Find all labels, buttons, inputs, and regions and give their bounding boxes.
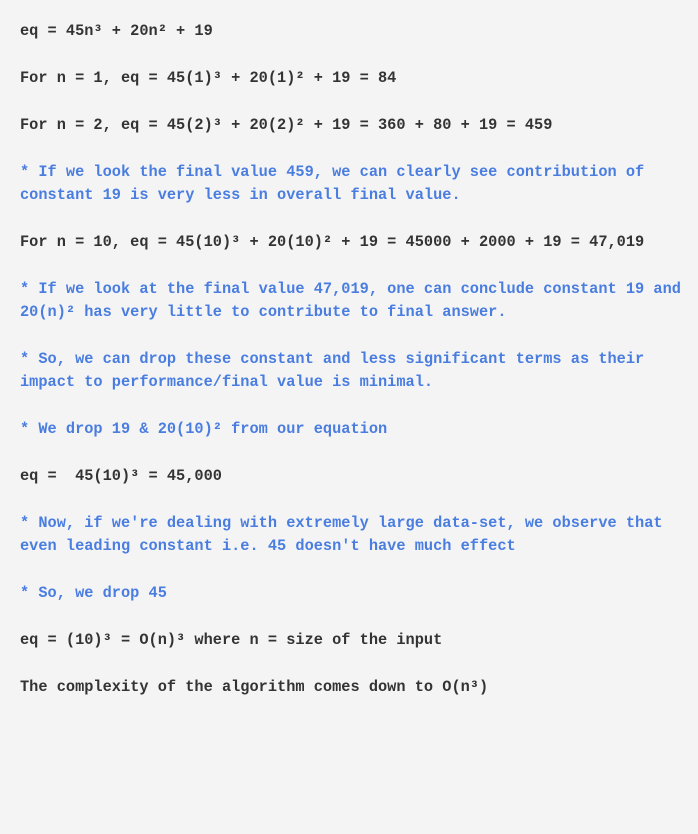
example-n-1: For n = 1, eq = 45(1)³ + 20(1)² + 19 = 84 bbox=[20, 69, 397, 87]
note-drop-terms: * So, we can drop these constant and less significant terms as their impact to performance/final value is minimal. bbox=[20, 350, 654, 391]
complexity-conclusion: The complexity of the algorithm comes down to O(n³) bbox=[20, 678, 489, 696]
note-lower-terms: * If we look at the final value 47,019, one can conclude constant 19 and 20(n)² has very little to contribute to final answer. bbox=[20, 280, 691, 321]
example-n-2: For n = 2, eq = 45(2)³ + 20(2)² + 19 = 360 + 80 + 19 = 459 bbox=[20, 116, 553, 134]
example-n-10: For n = 10, eq = 45(10)³ + 20(10)² + 19 = 45000 + 2000 + 19 = 47,019 bbox=[20, 233, 645, 251]
note-drop-45: * So, we drop 45 bbox=[20, 584, 167, 602]
note-leading-constant: * Now, if we're dealing with extremely large data-set, we observe that even leading constant i.e. 45 doesn't have much effect bbox=[20, 514, 672, 555]
complexity-explanation bbox=[20, 20, 690, 723]
big-o-equation: eq = (10)³ = O(n)³ where n = size of the input bbox=[20, 631, 443, 649]
note-drop-19: * We drop 19 & 20(10)² from our equation bbox=[20, 420, 388, 438]
note-constant-contribution: * If we look the final value 459, we can clearly see contribution of constant 19 is very less in overall final value. bbox=[20, 163, 654, 204]
equation-definition: eq = 45n³ + 20n² + 19 bbox=[20, 22, 213, 40]
reduced-equation: eq = 45(10)³ = 45,000 bbox=[20, 467, 222, 485]
